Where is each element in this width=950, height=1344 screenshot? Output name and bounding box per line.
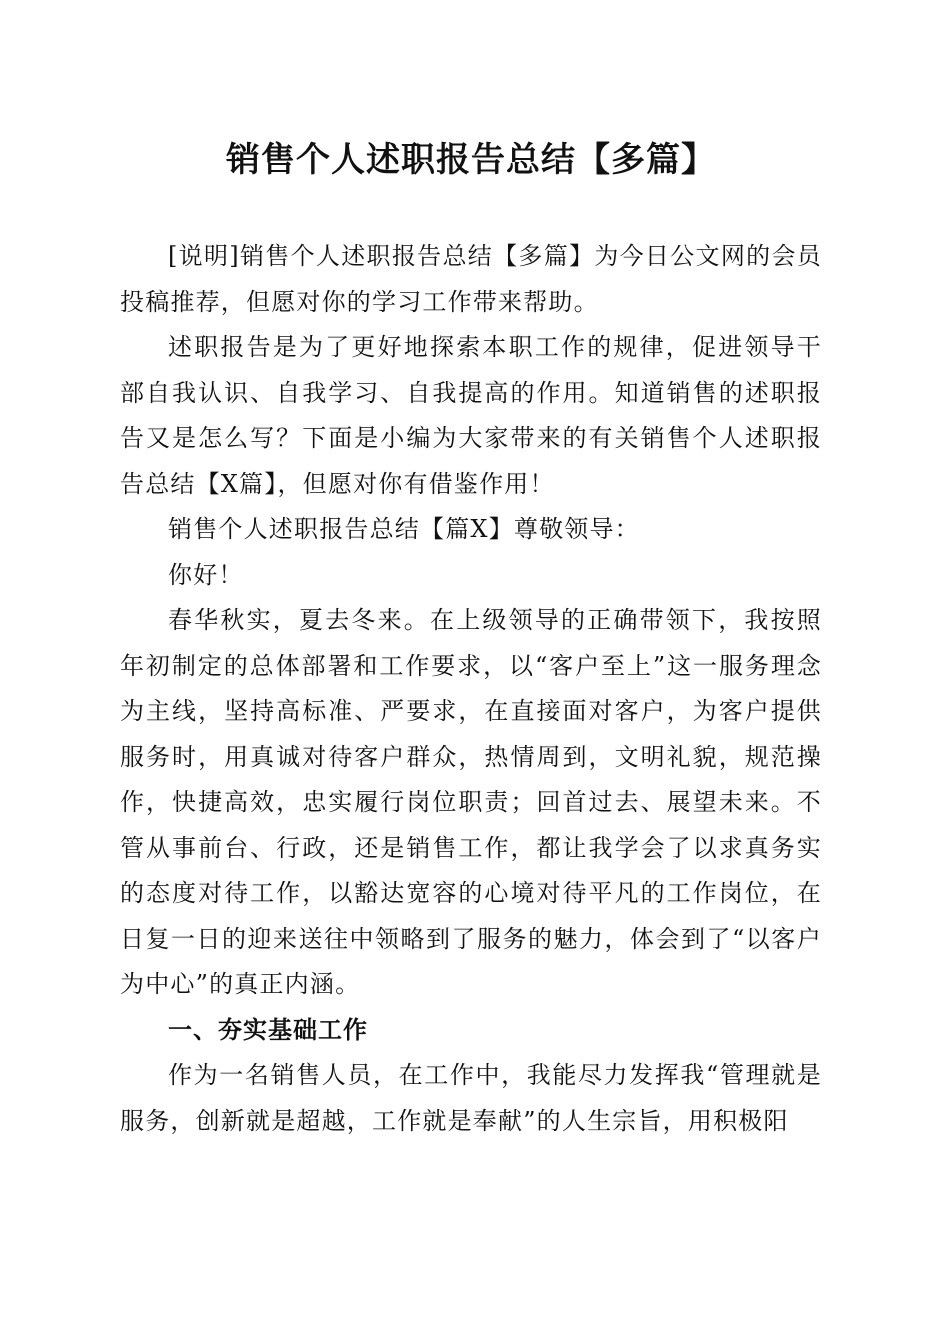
document-title: 销售个人述职报告总结【多篇】: [226, 140, 716, 180]
article-salutation-line: 销售个人述职报告总结【篇X】尊敬领导：: [168, 515, 640, 543]
greeting-line: 你好！: [168, 560, 244, 589]
section-heading: 一、夯实基础工作: [168, 1015, 368, 1044]
body-paragraph: 春华秋实，夏去冬来。在上级领导的正确带领下，我按照年初制定的总体部署和工作要求，以“客户至上”这一服务理念为主线，坚持高标准、严要求，在直接面对客户，为客户提供服务时，用真诚对待客户群众，热情周到，文明礼貌，规范操作，快捷高效，忠实履行岗位职责；回首过去、展望未来。不管从事前台、行政，还是销售工作，都让我学会了以求真务实的态度对待工作，以豁达宽容的心境对待平凡的工作岗位，在日复一日的迎来送往中领略到了服务的魅力，体会到了“以客户为中心”的真正内涵。: [120, 606, 822, 998]
section-paragraph: 作为一名销售人员，在工作中，我能尽力发挥我“管理就是服务，创新就是超越，工作就是奉献”的人生宗旨，用积极阳: [120, 1061, 822, 1135]
document-body: [120, 234, 822, 1144]
overview-paragraph: 述职报告是为了更好地探索本职工作的规律，促进领导干部自我认识、自我学习、自我提高的作用。知道销售的述职报告又是怎么写？下面是小编为大家带来的有关销售个人述职报告总结【X篇】，但愿对你有借鉴作用！: [120, 333, 822, 498]
intro-note-paragraph: [说明]销售个人述职报告总结【多篇】为今日公文网的会员投稿推荐，但愿对你的学习工作带来帮助。: [120, 242, 822, 316]
